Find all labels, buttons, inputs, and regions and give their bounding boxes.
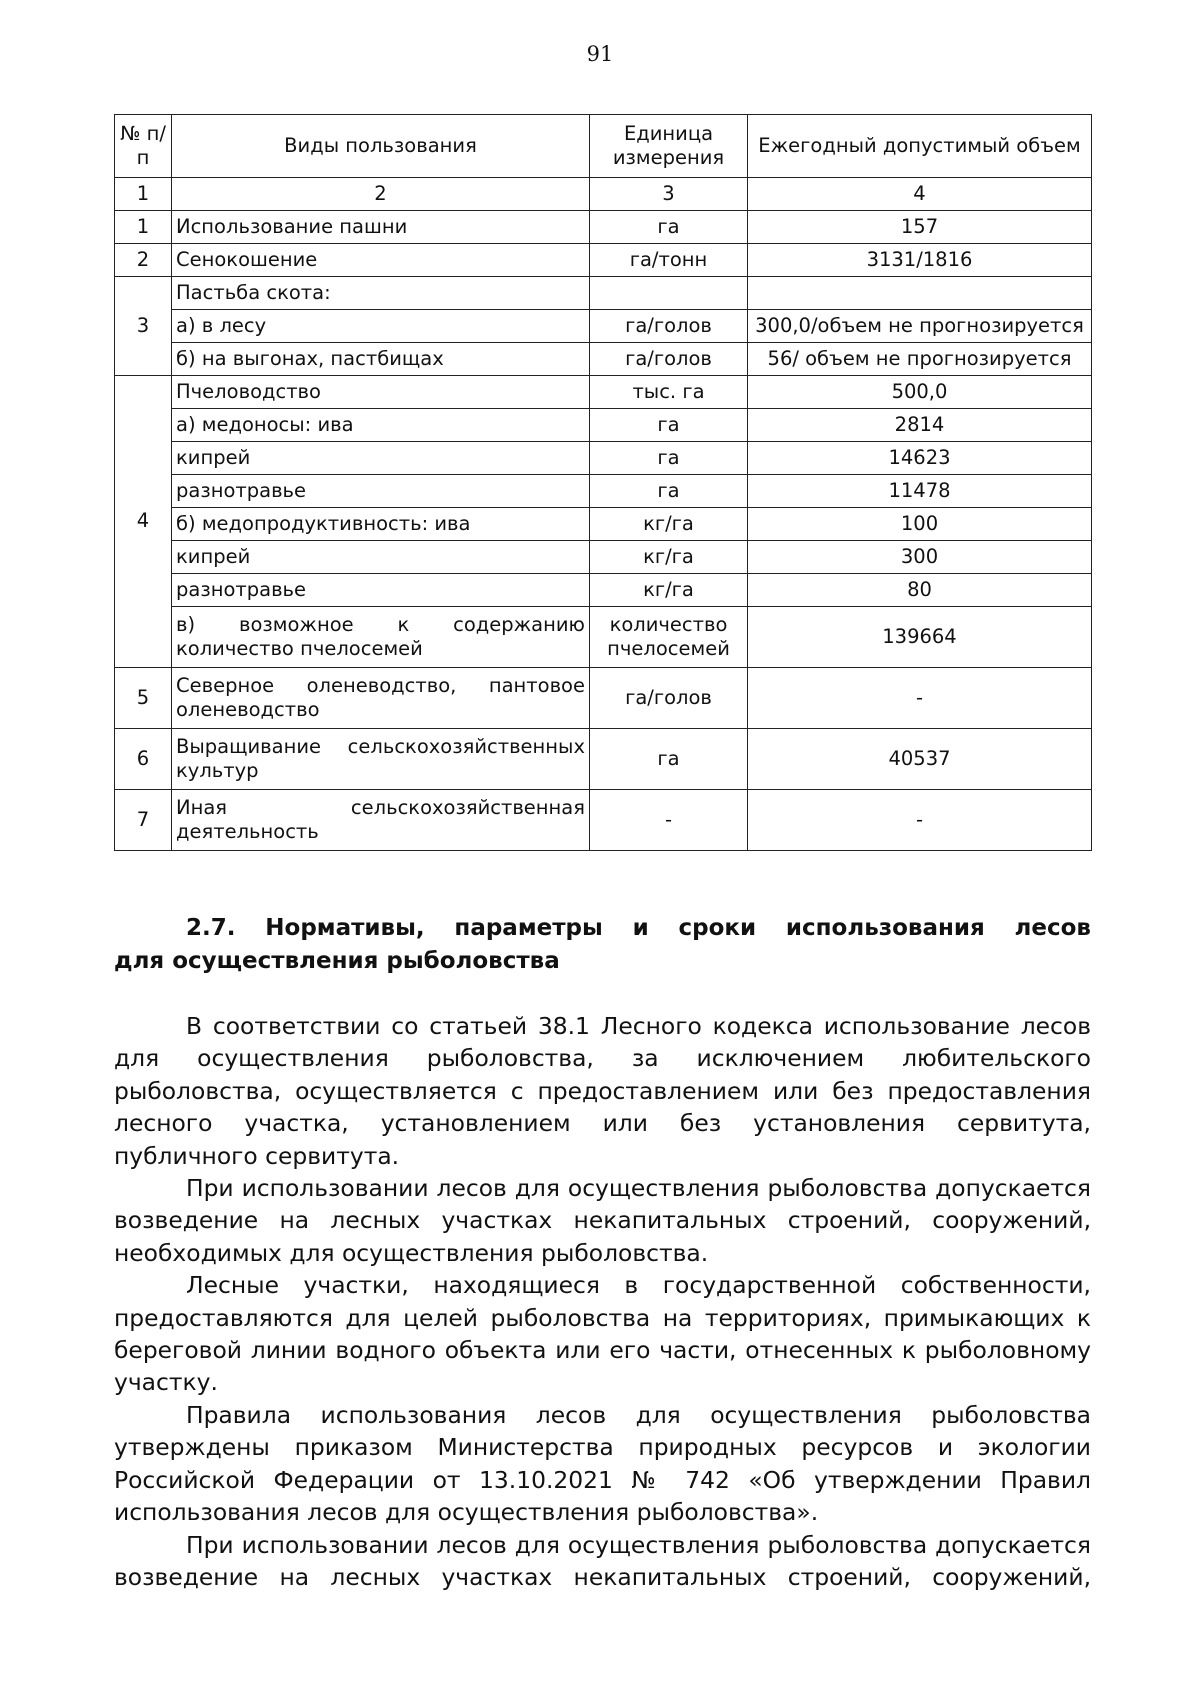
header-unit: Единица измерения [590, 115, 748, 178]
row-num: 3 [115, 277, 172, 376]
heading-word: сроки [678, 915, 757, 941]
row-kind: Сенокошение [172, 244, 590, 277]
row-volume: 3131/1816 [748, 244, 1092, 277]
row-volume: 100 [748, 508, 1092, 541]
row-kind: кипрей [172, 541, 590, 574]
row-unit: га [590, 442, 748, 475]
table-row [115, 541, 1092, 574]
row-kind: Пчеловодство [172, 376, 590, 409]
row-kind: б) медопродуктивность: ива [172, 508, 590, 541]
row-volume: 300 [748, 541, 1092, 574]
row-unit: кг/га [590, 541, 748, 574]
table-row [115, 376, 1092, 409]
row-volume: 40537 [748, 729, 1092, 790]
body-text [114, 1010, 1091, 1593]
row-unit: га [590, 211, 748, 244]
col-number: 1 [115, 178, 172, 211]
table-row [115, 668, 1092, 729]
word: сельскохозяйственная [350, 795, 585, 819]
kind-line1-spread [176, 674, 585, 698]
row-volume: 2814 [748, 409, 1092, 442]
row-unit: га/голов [590, 668, 748, 729]
table-row [115, 475, 1092, 508]
table-row [115, 310, 1092, 343]
row-kind: разнотравье [172, 475, 590, 508]
word: Северное [176, 673, 275, 697]
row-kind: а) в лесу [172, 310, 590, 343]
row-unit: кг/га [590, 574, 748, 607]
kind-line1-spread [176, 735, 585, 759]
word: оленеводство, [306, 673, 457, 697]
table-row [115, 508, 1092, 541]
table-row [115, 574, 1092, 607]
row-unit: га/тонн [590, 244, 748, 277]
table-row [115, 790, 1092, 851]
table-row [115, 409, 1092, 442]
header-volume: Ежегодный допустимый объем [748, 115, 1092, 178]
word: в) [176, 612, 196, 636]
row-kind [172, 729, 590, 790]
row-kind: Пастьба скота: [172, 277, 590, 310]
heading-word: Нормативы, [265, 915, 425, 941]
row-kind: кипрей [172, 442, 590, 475]
paragraph: Лесные участки, находящиеся в государственной собственности, предоставляются для целей рыболовства на территориях, примыкающих к береговой линии водного объекта или его части, отнесенных к рыболовному участку. [114, 1271, 1091, 1397]
row-unit: га/голов [590, 310, 748, 343]
word: сельскохозяйственных [347, 734, 585, 758]
heading-word: параметры [454, 915, 603, 941]
kind-line2: культур [176, 759, 259, 782]
col-number: 3 [590, 178, 748, 211]
row-volume: - [748, 790, 1092, 851]
row-unit: тыс. га [590, 376, 748, 409]
row-num: 5 [115, 668, 172, 729]
row-unit: - [590, 790, 748, 851]
row-kind: б) на выгонах, пастбищах [172, 343, 590, 376]
row-num: 7 [115, 790, 172, 851]
word: содержанию [453, 612, 585, 636]
row-unit: га/голов [590, 343, 748, 376]
row-kind [172, 668, 590, 729]
forest-usage-table [114, 114, 1092, 851]
row-unit [590, 607, 748, 668]
row-kind [172, 607, 590, 668]
paragraph: Правила использования лесов для осуществления рыболовства утверждены приказом Министерства природных ресурсов и экологии Российской Федерации от 13.10.2021 № 742 «Об утверждении Правил использования лесов для осуществления рыболовства». [114, 1400, 1091, 1527]
heading-word: использования [785, 915, 985, 941]
row-unit: га [590, 409, 748, 442]
row-unit: га [590, 729, 748, 790]
table-row [115, 442, 1092, 475]
row-volume: 139664 [748, 607, 1092, 668]
section-heading [114, 912, 1091, 978]
row-num: 2 [115, 244, 172, 277]
col-number: 4 [748, 178, 1092, 211]
row-kind: Использование пашни [172, 211, 590, 244]
unit-line1: количество [609, 612, 728, 636]
word: Иная [176, 795, 228, 819]
kind-line2: оленеводство [176, 698, 320, 721]
row-kind: а) медоносы: ива [172, 409, 590, 442]
header-num: № п/п [115, 115, 172, 178]
heading-word: и [632, 915, 649, 941]
row-volume: - [748, 668, 1092, 729]
word: пантовое [488, 673, 585, 697]
table-row [115, 211, 1092, 244]
paragraph: При использовании лесов для осуществления рыболовства допускается возведение на лесных участках некапитальных строений, сооружений, [114, 1530, 1091, 1591]
row-volume: 157 [748, 211, 1092, 244]
row-volume: 56/ объем не прогнозируется [748, 343, 1092, 376]
row-volume: 11478 [748, 475, 1092, 508]
section-heading-line1 [114, 912, 1091, 945]
kind-line2: количество пчелосемей [176, 637, 423, 660]
header-kind: Виды пользования [172, 115, 590, 178]
table-row [115, 343, 1092, 376]
row-num: 6 [115, 729, 172, 790]
kind-line2: деятельность [176, 820, 319, 843]
section-heading-line2: для осуществления рыболовства [114, 948, 560, 974]
row-volume: 14623 [748, 442, 1092, 475]
word: к [397, 612, 410, 636]
page-number: 91 [586, 42, 614, 66]
table-row [115, 277, 1092, 310]
col-number: 2 [172, 178, 590, 211]
empty-cell [748, 277, 1092, 310]
table-row [115, 729, 1092, 790]
kind-line1-spread [176, 613, 585, 637]
word: Выращивание [176, 734, 322, 758]
word: возможное [238, 612, 354, 636]
row-unit: кг/га [590, 508, 748, 541]
row-volume: 80 [748, 574, 1092, 607]
table-row [115, 607, 1092, 668]
row-unit: га [590, 475, 748, 508]
empty-cell [590, 277, 748, 310]
column-number-row [115, 178, 1092, 211]
row-kind: разнотравье [172, 574, 590, 607]
table-header-row [115, 115, 1092, 178]
row-kind [172, 790, 590, 851]
paragraph: При использовании лесов для осуществления рыболовства допускается возведение на лесных участках некапитальных строений, сооружений, необходимых для осуществления рыболовства. [114, 1174, 1091, 1267]
row-num: 1 [115, 211, 172, 244]
kind-line1-spread [176, 796, 585, 820]
row-volume: 300,0/объем не прогнозируется [748, 310, 1092, 343]
row-volume: 500,0 [748, 376, 1092, 409]
paragraph: В соответствии со статьей 38.1 Лесного кодекса использование лесов для осуществления рыболовства, за исключением любительского рыболовства, осуществляется с предоставлением или без предоставления лесного участка, установлением или без установления сервитута, публичного сервитута. [114, 1012, 1091, 1170]
table-row [115, 244, 1092, 277]
row-num: 4 [115, 376, 172, 668]
unit-line2: пчелосемей [607, 637, 730, 660]
heading-word: лесов [1014, 915, 1091, 941]
heading-word: 2.7. [186, 915, 236, 941]
